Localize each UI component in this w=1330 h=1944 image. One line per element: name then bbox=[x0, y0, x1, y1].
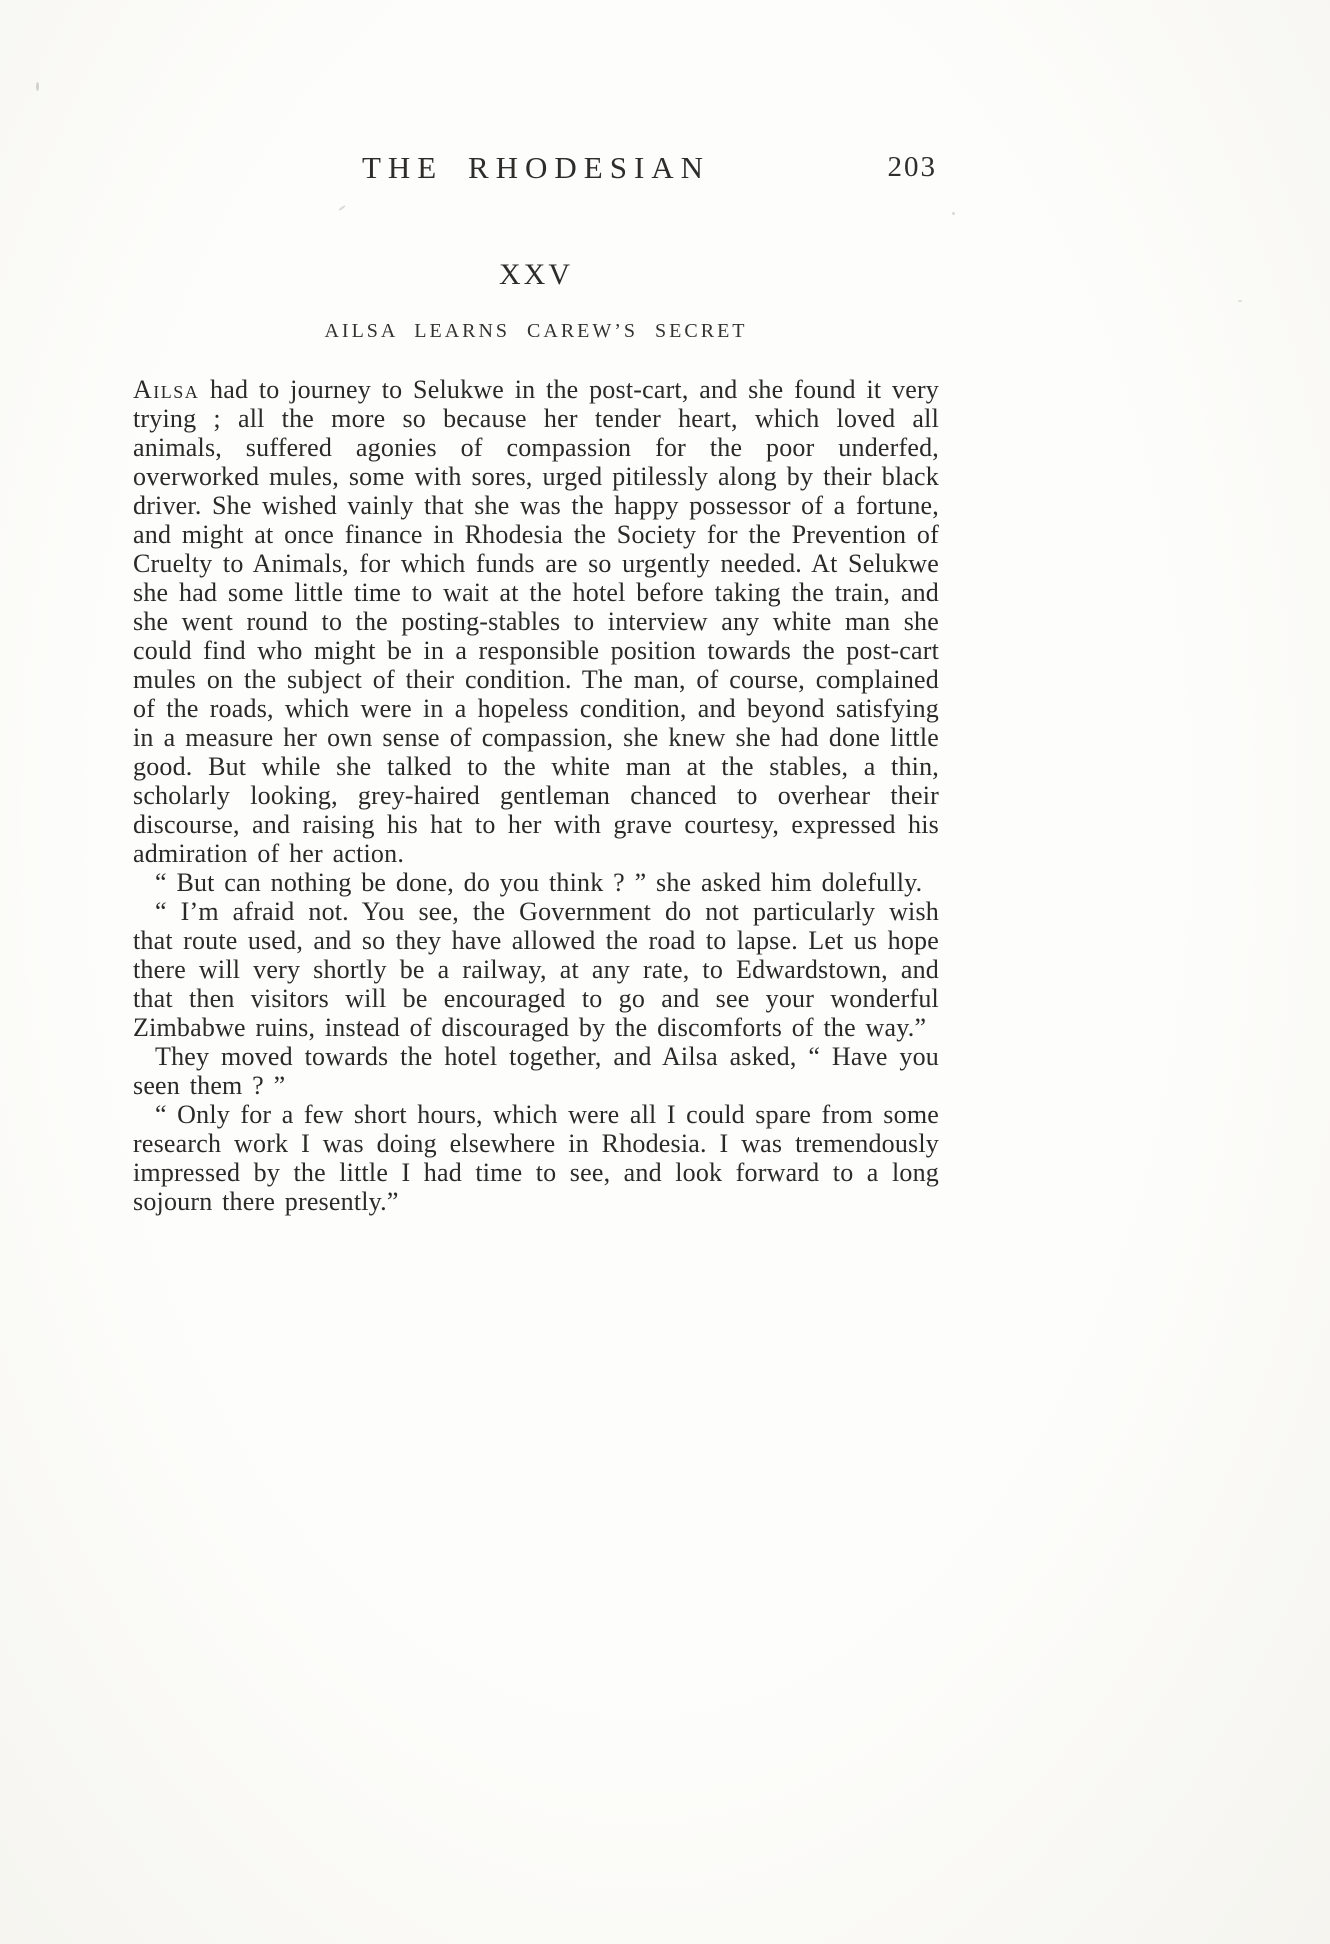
paragraph-1 bbox=[133, 375, 939, 868]
chapter-number: XXV bbox=[499, 258, 573, 291]
paragraph-1-text: had to journey to Selukwe in the post-cart, and she found it very trying ; all the more so because her tender heart, which loved all animals, suffered agonies of compassion for the poor underfed, overworked mules, some with sores, urged pitilessly along by their black driver. She wished vainly that she was the happy possessor of a fortune, and might at once finance in Rhodesia the Society for the Prevention of Cruelty to Animals, for which funds are so urgently needed. At Selukwe she had some little time to wait at the hotel before taking the train, and she went round to the posting-stables to interview any white man she could find who might be in a responsible position towards the post-cart mules on the subject of their condition. The man, of course, complained of the roads, which were in a hopeless condition, and beyond satisfying in a measure her own sense of compassion, she knew she had done little good. But while she talked to the white man at the stables, a thin, scholarly looking, grey-haired gentleman chanced to overhear their discourse, and raising his hat to her with grave courtesy, expressed his admiration of her action. bbox=[133, 375, 940, 868]
paragraph-2: “ But can nothing be done, do you think ? ” she asked him dolefully. bbox=[155, 868, 923, 897]
paragraph-3: “ I’m afraid not. You see, the Government do not particularly wish that route used, and so they have allowed the road to lapse. Let us hope there will very shortly be a railway, at any rate, to Edwardstown, and that then visitors will be encouraged to go and see your wonderful Zimbabwe ruins, instead of discouraged by the discomforts of the way.” bbox=[133, 897, 939, 1042]
lead-word: Ailsa bbox=[133, 375, 200, 404]
chapter-title: AILSA LEARNS CAREW’S SECRET bbox=[324, 320, 748, 342]
body-text bbox=[133, 375, 939, 1216]
scan-speck bbox=[952, 212, 955, 215]
paragraph-4: They moved towards the hotel together, and Ailsa asked, “ Have you seen them ? ” bbox=[133, 1042, 939, 1100]
scan-speck bbox=[36, 82, 39, 91]
running-header bbox=[133, 150, 939, 192]
page-number: 203 bbox=[887, 151, 937, 183]
paragraph-5: “ Only for a few short hours, which were all I could spare from some research work I was doing elsewhere in Rhodesia. I was tremendously impressed by the little I had time to see, and look forward to a long sojourn there presently.” bbox=[133, 1100, 939, 1216]
scan-speck bbox=[1238, 300, 1242, 302]
text-column bbox=[133, 0, 939, 1216]
running-header-title: THE RHODESIAN bbox=[361, 150, 711, 185]
